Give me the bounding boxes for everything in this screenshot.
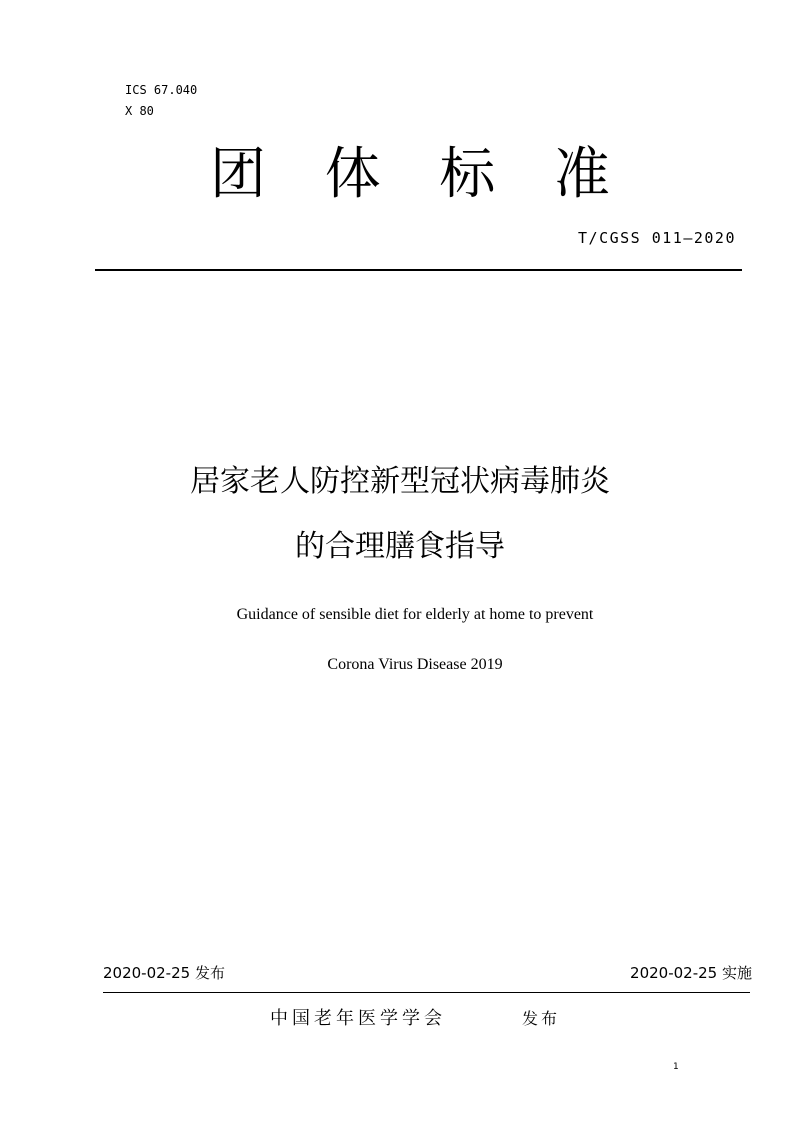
doc-type-char-1: 团 — [210, 142, 266, 207]
doc-type-char-4: 准 — [553, 142, 610, 207]
page-number: 1 — [673, 1062, 679, 1072]
header-divider — [95, 269, 742, 271]
standard-number: T/CGSS 011—2020 — [578, 229, 736, 247]
title-en-line-1: Guidance of sensible diet for elderly at home to prevent — [236, 606, 594, 623]
title-zh-line-1: 居家老人防控新型冠状病毒肺炎 — [190, 464, 610, 499]
ics-code: ICS 67.040 — [125, 83, 198, 97]
footer-divider — [103, 992, 750, 993]
document-type-heading — [210, 140, 610, 210]
ccs-code: X 80 — [125, 104, 154, 118]
implementation-date: 2020-02-25 实施 — [630, 964, 752, 982]
doc-type-char-3: 标 — [439, 142, 496, 207]
title-en-line-2: Corona Virus Disease 2019 — [327, 656, 503, 673]
publisher-name: 中国老年医学学会 — [270, 1008, 446, 1029]
title-zh-line-2: 的合理膳食指导 — [295, 529, 505, 564]
issue-date: 2020-02-25 发布 — [103, 964, 225, 982]
doc-type-char-2: 体 — [324, 142, 381, 207]
publish-label: 发布 — [522, 1009, 561, 1028]
